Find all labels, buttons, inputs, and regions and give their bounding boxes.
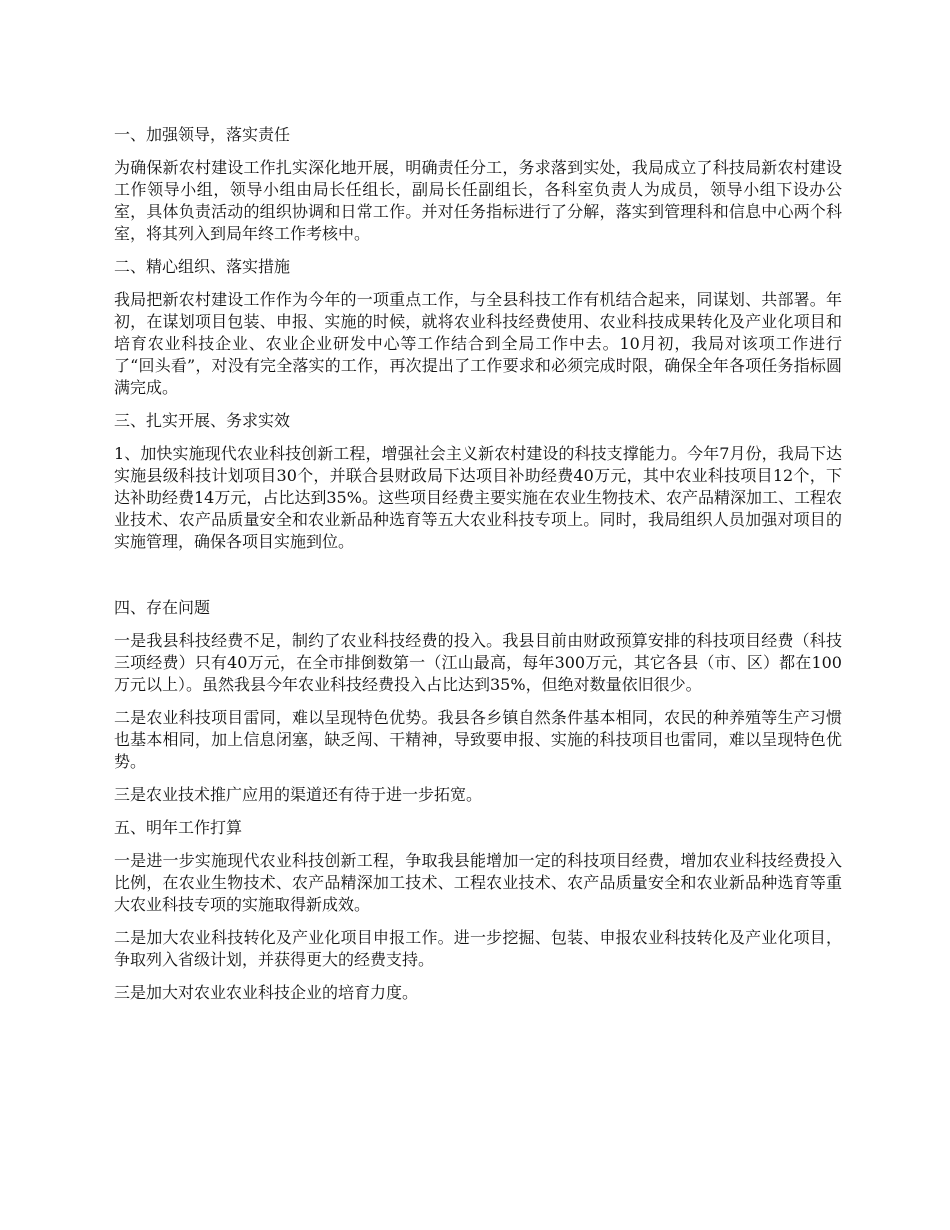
paragraph: 我局把新农村建设工作作为今年的一项重点工作，与全县科技工作有机结合起来，同谋划、共部署。年初，在谋划项目包装、申报、实施的时候，就将农业科技经费使用、农业科技成果转化及产业化项目和培育农业科技企业、农业企业研发中心等工作结合到全局工作中去。10月初，我局对该项工作进行了“回头看”，对没有完全落实的工作，再次提出了工作要求和必须完成时限，确保全年各项任务指标圆满完成。 xyxy=(114,290,842,397)
blank-spacer xyxy=(114,564,842,597)
paragraph: 二是农业科技项目雷同，难以呈现特色优势。我县各乡镇自然条件基本相同，农民的种养殖等生产习惯也基本相同，加上信息闭塞，缺乏闯、干精神，导致要申报、实施的科技项目也雷同，难以呈现特色优势。 xyxy=(114,708,842,771)
section-heading: 三、扎实开展、务求实效 xyxy=(114,411,291,430)
section-heading: 四、存在问题 xyxy=(114,598,211,617)
document-body xyxy=(114,124,842,1015)
section-heading: 一、加强领导，落实责任 xyxy=(114,125,291,144)
paragraph: 三是加大对农业农业科技企业的培育力度。 xyxy=(114,983,419,1002)
section-heading: 五、明年工作打算 xyxy=(114,818,243,837)
paragraph: 为确保新农村建设工作扎实深化地开展，明确责任分工，务求落到实处，我局成立了科技局新农村建设工作领导小组，领导小组由局长任组长，副局长任副组长，各科室负责人为成员，领导小组下设办公室，具体负责活动的组织协调和日常工作。并对任务指标进行了分解，落实到管理科和信息中心两个科室，将其列入到局年终工作考核中。 xyxy=(114,158,842,243)
paragraph: 一是我县科技经费不足，制约了农业科技经费的投入。我县目前由财政预算安排的科技项目经费（科技三项经费）只有40万元，在全市排倒数第一（江山最高，每年300万元，其它各县（市、区）都在100万元以上）。虽然我县今年农业科技经费投入占比达到35%，但绝对数量依旧很少。 xyxy=(114,631,842,694)
section-heading: 二、精心组织、落实措施 xyxy=(114,257,291,276)
paragraph: 三是农业技术推广应用的渠道还有待于进一步拓宽。 xyxy=(114,785,483,804)
paragraph: 一是进一步实施现代农业科技创新工程，争取我县能增加一定的科技项目经费，增加农业科技经费投入比例，在农业生物技术、农产品精深加工技术、工程农业技术、农产品质量安全和农业新品种选育等重大农业科技专项的实施取得新成效。 xyxy=(114,851,842,914)
paragraph: 1、加快实施现代农业科技创新工程，增强社会主义新农村建设的科技支撑能力。今年7月份，我局下达实施县级科技计划项目30个，并联合县财政局下达项目补助经费40万元，其中农业科技项目12个，下达补助经费14万元，占比达到35%。这些项目经费主要实施在农业生物技术、农产品精深加工、工程农业技术、农产品质量安全和农业新品种选育等五大农业科技专项上。同时，我局组织人员加强对项目的实施管理，确保各项目实施到位。 xyxy=(114,444,842,551)
paragraph: 二是加大农业科技转化及产业化项目申报工作。进一步挖掘、包装、申报农业科技转化及产业化项目，争取列入省级计划，并获得更大的经费支持。 xyxy=(114,928,842,969)
